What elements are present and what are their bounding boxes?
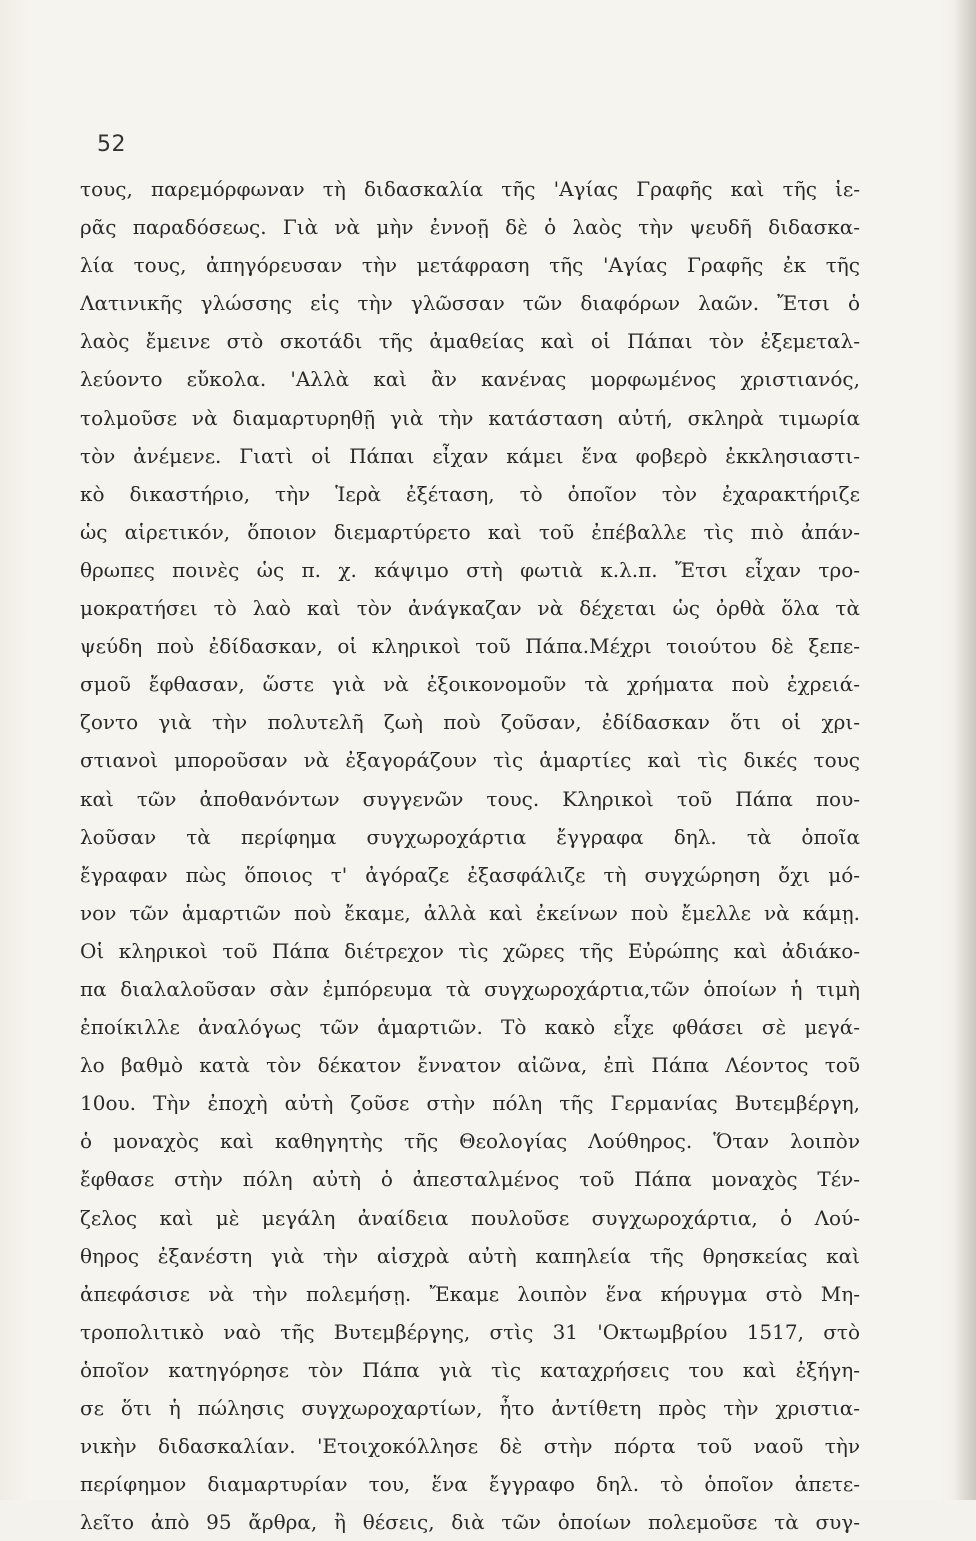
text-line: ζελος καὶ μὲ μεγάλη ἀναίδεια πουλοῦσε συγχωροχάρτια, ὁ Λού- [80,1205,860,1230]
text-line: θηρος ἐξανέστη γιὰ τὴν αἰσχρὰ αὐτὴ καπηλεία τῆς θρησκείας καὶ [80,1243,860,1268]
text-line: νικὴν διδασκαλίαν. 'Ετοιχοκόλλησε δὲ στὴν πόρτα τοῦ ναοῦ τὴν [80,1434,860,1459]
text-line: 10ου. Τὴν ἐποχὴ αὐτὴ ζοῦσε στὴν πόλη τῆς Γερμανίας Βυτεμβέργη, [80,1091,860,1116]
page-number: 52 [97,132,126,157]
text-line: κὸ δικαστήριο, τὴν Ἱερὰ ἐξέταση, τὸ ὁποῖον τὸν ἐχαρακτήριζε [80,481,860,506]
text-line: ἀπεφάσισε νὰ τὴν πολεμήσῃ. Ἔκαμε λοιπὸν ἕνα κήρυγμα στὸ Μη- [80,1281,860,1306]
text-line: λοῦσαν τὰ περίφημα συγχωροχάρτια ἔγγραφα δηλ. τὰ ὁποῖα [80,824,860,849]
text-line: Λατινικῆς γλώσσης εἰς τὴν γλῶσσαν τῶν διαφόρων λαῶν. Ἔτσι ὁ [80,291,860,316]
text-line: καὶ τῶν ἀποθανόντων συγγενῶν τους. Κληρικοὶ τοῦ Πάπα που- [80,786,860,811]
text-line: στιανοὶ μποροῦσαν νὰ ἐξαγοράζουν τὶς ἁμαρτίες καὶ τὶς δικές τους [80,748,860,773]
text-line: ὁποῖον κατηγόρησε τὸν Πάπα γιὰ τὶς καταχρήσεις του καὶ ἐξήγη- [80,1357,860,1382]
text-line: θρωπες ποινὲς ὡς π. χ. κάψιμο στὴ φωτιὰ κ.λ.π. Ἔτσι εἶχαν τρο- [80,557,860,582]
text-line: ἔγραφαν πὼς ὅποιος τ' ἀγόραζε ἐξασφάλιζε τὴ συγχώρηση ὄχι μό- [80,862,860,887]
text-line: λαὸς ἔμεινε στὸ σκοτάδι τῆς ἀμαθείας καὶ οἱ Πάπαι τὸν ἐξεμεταλ- [80,329,860,354]
text-line: λεύοντο εὔκολα. 'Αλλὰ καὶ ἂν κανένας μορφωμένος χριστιανός, [80,367,860,392]
page-edge-shadow [954,0,976,1500]
text-line: ὡς αἱρετικόν, ὅποιον διεμαρτύρετο καὶ τοῦ ἐπέβαλλε τὶς πιὸ ἀπάν- [80,519,860,544]
text-line: πα διαλαλοῦσαν σὰν ἐμπόρευμα τὰ συγχωροχάρτια,τῶν ὁποίων ἡ τιμὴ [80,976,860,1001]
text-line: λο βαθμὸ κατὰ τὸν δέκατον ἔννατον αἰῶνα, ἐπὶ Πάπα Λέοντος τοῦ [80,1053,860,1078]
text-line: τολμοῦσε νὰ διαμαρτυρηθῇ γιὰ τὴν κατάσταση αὐτή, σκληρὰ τιμωρία [80,405,860,430]
text-line: λία τους, ἀπηγόρευσαν τὴν μετάφραση τῆς 'Αγίας Γραφῆς ἐκ τῆς [80,253,860,278]
text-line: ρᾶς παραδόσεως. Γιὰ νὰ μὴν ἐννοῇ δὲ ὁ λαὸς τὴν ψευδῆ διδασκα- [80,215,860,240]
text-line: περίφημον διαμαρτυρίαν του, ἕνα ἔγγραφο δηλ. τὸ ὁποῖον ἀπετε- [80,1472,860,1497]
text-line: ἔφθασε στὴν πόλη αὐτὴ ὁ ἀπεσταλμένος τοῦ Πάπα μοναχὸς Τέν- [80,1167,860,1192]
text-line: νον τῶν ἁμαρτιῶν ποὺ ἔκαμε, ἀλλὰ καὶ ἐκείνων ποὺ ἔμελλε νὰ κάμῃ. [80,900,860,925]
text-line: ζοντο γιὰ τὴν πολυτελῆ ζωὴ ποὺ ζοῦσαν, ἐδίδασκαν ὅτι οἱ χρι- [80,710,860,735]
text-line: σμοῦ ἔφθασαν, ὥστε γιὰ νὰ ἐξοικονομοῦν τὰ χρήματα ποὺ ἐχρειά- [80,672,860,697]
text-line: μοκρατήσει τὸ λαὸ καὶ τὸν ἀνάγκαζαν νὰ δέχεται ὡς ὀρθὰ ὅλα τὰ [80,596,860,621]
text-line: τὸν ἀνέμενε. Γιατὶ οἱ Πάπαι εἶχαν κάμει ἕνα φοβερὸ ἐκκλησιαστι- [80,443,860,468]
text-line: τροπολιτικὸ ναὸ τῆς Βυτεμβέργης, στὶς 31 'Οκτωμβρίου 1517, στὸ [80,1319,860,1344]
text-line: ὁ μοναχὸς καὶ καθηγητὴς τῆς Θεολογίας Λούθηρος. Ὅταν λοιπὸν [80,1129,860,1154]
body-text [80,170,860,1541]
text-line: τους, παρεμόρφωναν τὴ διδασκαλία τῆς 'Αγίας Γραφῆς καὶ τῆς ἱε- [80,177,860,201]
text-line: σε ὅτι ἡ πώλησις συγχωροχαρτίων, ἦτο ἀντίθετη πρὸς τὴν χριστια- [80,1396,860,1420]
text-line: λεῖτο ἀπὸ 95 ἄρθρα, ἢ θέσεις, διὰ τῶν ὁποίων πολεμοῦσε τὰ συγ- [80,1510,860,1535]
text-line: Οἱ κληρικοὶ τοῦ Πάπα διέτρεχον τὶς χῶρες τῆς Εὐρώπης καὶ ἀδιάκο- [80,938,860,963]
text-line: ἐποίκιλλε ἀναλόγως τῶν ἁμαρτιῶν. Τὸ κακὸ εἶχε φθάσει σὲ μεγά- [80,1015,860,1040]
text-line: ψεύδη ποὺ ἐδίδασκαν, οἱ κληρικοὶ τοῦ Πάπα.Μέχρι τοιούτου δὲ ξεπε- [80,634,860,659]
